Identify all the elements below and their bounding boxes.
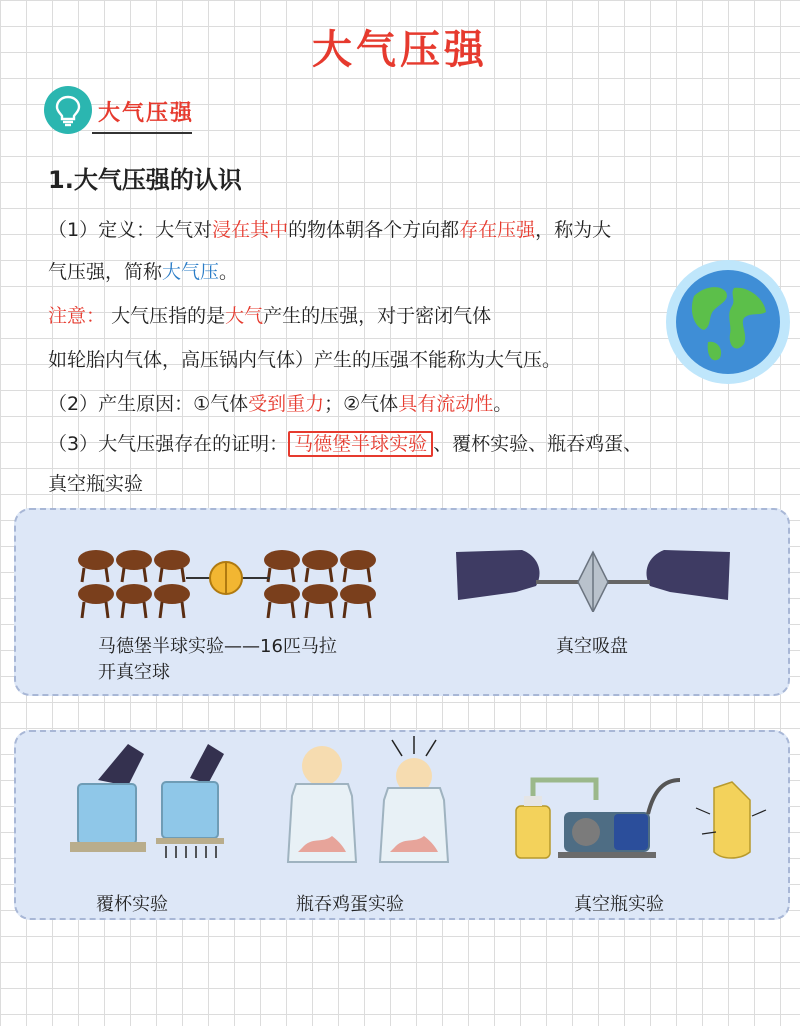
earth-globe-icon (664, 258, 792, 386)
egg-bottle-illustration (282, 732, 462, 872)
caption-suction: 真空吸盘 (556, 636, 628, 657)
note-text-2: 产生的压强，对于密闭气体 (263, 305, 492, 327)
caption-egg: 瓶吞鸡蛋实验 (296, 894, 404, 915)
proof-line-2: 真空瓶实验 (48, 473, 144, 495)
note-term: 大气 (225, 305, 264, 327)
heading-recognition: 1.大气压强的认识 (48, 166, 242, 194)
cause-term-gravity: 受到重力 (248, 393, 325, 415)
magdeburg-horses-illustration (74, 530, 404, 626)
definition-line2-prefix: 气压强，简称 (48, 261, 163, 283)
definition-abbr: 大气压 (162, 261, 220, 283)
cup-experiment-illustration (58, 740, 228, 860)
definition-term-pressure: 存在压强 (459, 219, 536, 241)
cause-suffix: 。 (493, 393, 513, 415)
page-title: 大气压强 (312, 27, 488, 73)
cause-line (48, 392, 512, 417)
definition-line-2 (48, 260, 238, 285)
proof-suffix: 、覆杯实验、瓶吞鸡蛋、 (433, 433, 643, 455)
proof-prefix: （3）大气压强存在的证明： (48, 433, 289, 455)
suction-cup-illustration (452, 542, 734, 612)
vacuum-bottle-illustration (504, 760, 772, 870)
caption-cup: 覆杯实验 (96, 894, 168, 915)
cause-term-fluidity: 具有流动性 (398, 393, 494, 415)
cause-mid: ；②气体 (324, 393, 399, 415)
cause-prefix: （2）产生原因：①气体 (48, 393, 249, 415)
definition-term-immersed: 浸在其中 (212, 219, 289, 241)
definition-mid: 的物体朝各个方向都 (288, 219, 460, 241)
section-underline (92, 132, 192, 134)
proof-term-magdeburg: 马德堡半球实验 (288, 431, 433, 457)
note-text-1: 大气压指的是 (111, 305, 226, 327)
caption-vacuum-bottle: 真空瓶实验 (574, 894, 664, 915)
definition-prefix: （1）定义：大气对 (48, 219, 213, 241)
experiment-panel-1 (14, 508, 790, 696)
caption-magdeburg-line-2: 开真空球 (98, 662, 170, 683)
note-line-1 (48, 304, 491, 329)
note-line-2: 如轮胎内气体，高压锅内气体）产生的压强不能称为大气压。 (48, 349, 562, 371)
note-label: 注意： (48, 305, 106, 327)
lightbulb-icon (44, 86, 92, 134)
definition-suffix: ，称为大 (535, 219, 612, 241)
proof-line-1 (48, 432, 642, 457)
definition-line-1 (48, 218, 611, 243)
section-label: 大气压强 (98, 101, 195, 126)
definition-line2-suffix: 。 (219, 261, 239, 283)
experiment-panel-2 (14, 730, 790, 920)
caption-magdeburg-line-1: 马德堡半球实验——16匹马拉 (98, 636, 337, 657)
